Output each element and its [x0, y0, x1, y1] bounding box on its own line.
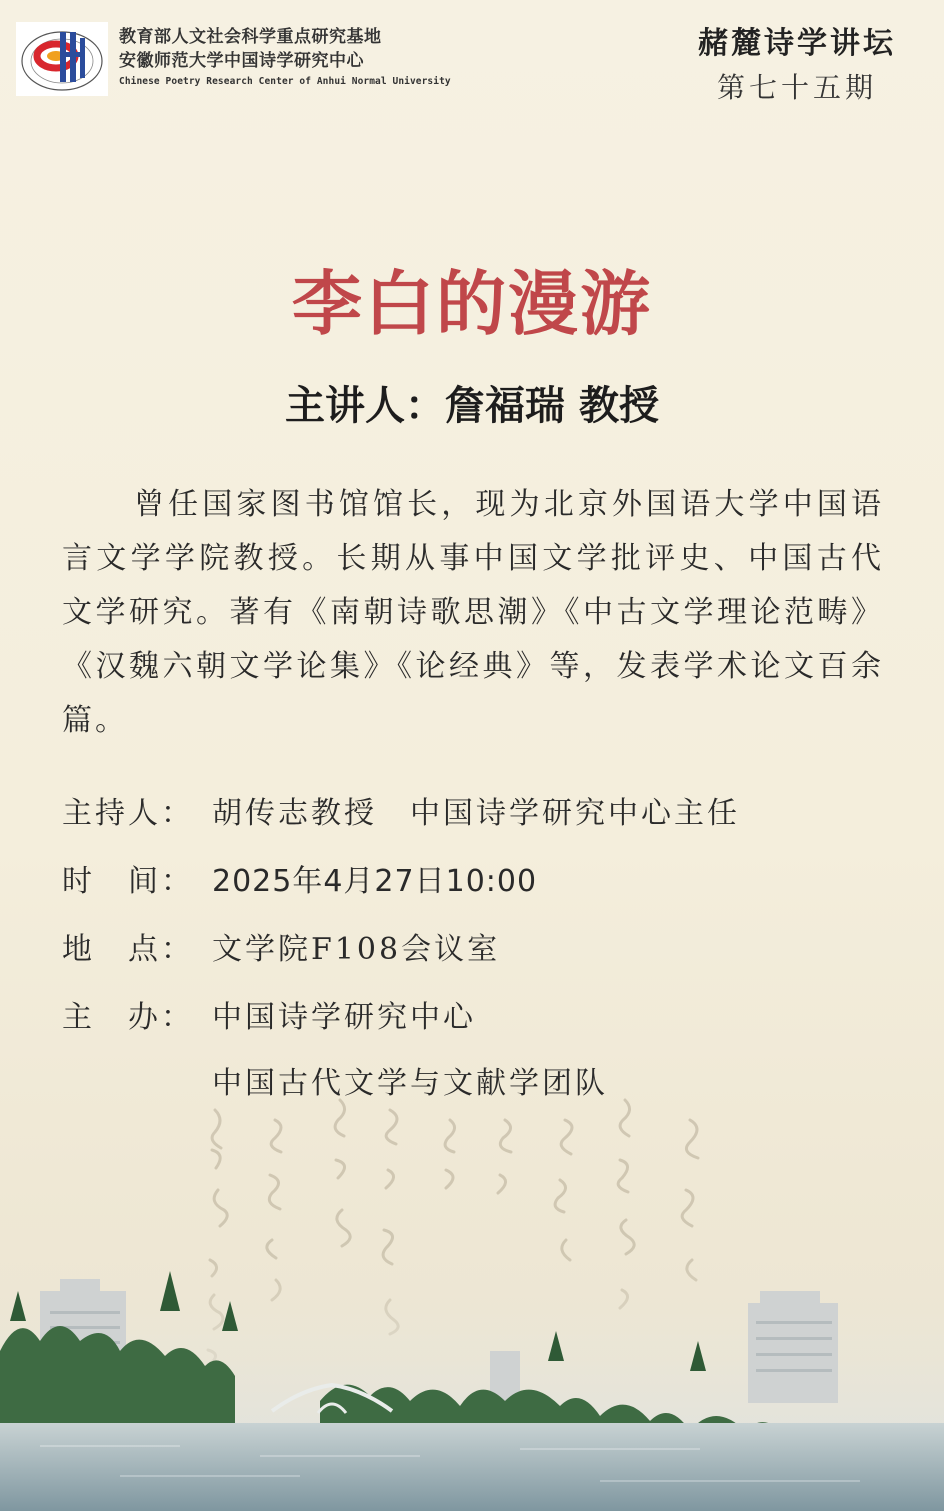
host-label: 主持人：: [62, 796, 194, 831]
host-row: [62, 788, 740, 832]
issue-number: 第七十五期: [716, 71, 877, 104]
university-logo: [16, 22, 108, 96]
organizer-label: 主 办：: [62, 1000, 194, 1035]
time-row: [62, 856, 537, 900]
place-label: 地 点：: [62, 932, 194, 967]
place-value: 文学院F108会议室: [212, 932, 501, 967]
organization-name: [119, 29, 451, 87]
speaker: 主讲人：詹福瑞 教授: [285, 383, 659, 429]
organizer-value-2: 中国古代文学与文献学团队: [212, 1066, 608, 1101]
forum-block: [698, 18, 896, 106]
org-line-1: 教育部人文社会科学重点研究基地: [119, 27, 382, 47]
org-line-english: Chinese Poetry Research Center of Anhui Normal University: [119, 76, 451, 87]
host-value: 胡传志教授 中国诗学研究中心主任: [212, 796, 740, 831]
forum-name: 赭麓诗学讲坛: [698, 26, 896, 61]
speaker-bio: 曾任国家图书馆馆长，现为北京外国语大学中国语言文学学院教授。长期从事中国文学批评史、中国古代文学研究。著有《南朝诗歌思潮》《中古文学理论范畴》《汉魏六朝文学论集》《论经典》等，发表学术论文百余篇。: [62, 487, 884, 738]
time-label: 时 间：: [62, 864, 194, 899]
organizer-value-1: 中国诗学研究中心: [212, 1000, 476, 1035]
lake-scene-illustration: [0, 1251, 944, 1511]
organizer-row: [62, 992, 476, 1036]
place-row: [62, 924, 500, 968]
lecture-title: 李白的漫游: [292, 263, 652, 345]
time-value: 2025年4月27日10:00: [212, 864, 538, 899]
org-line-2: 安徽师范大学中国诗学研究中心: [119, 51, 364, 71]
